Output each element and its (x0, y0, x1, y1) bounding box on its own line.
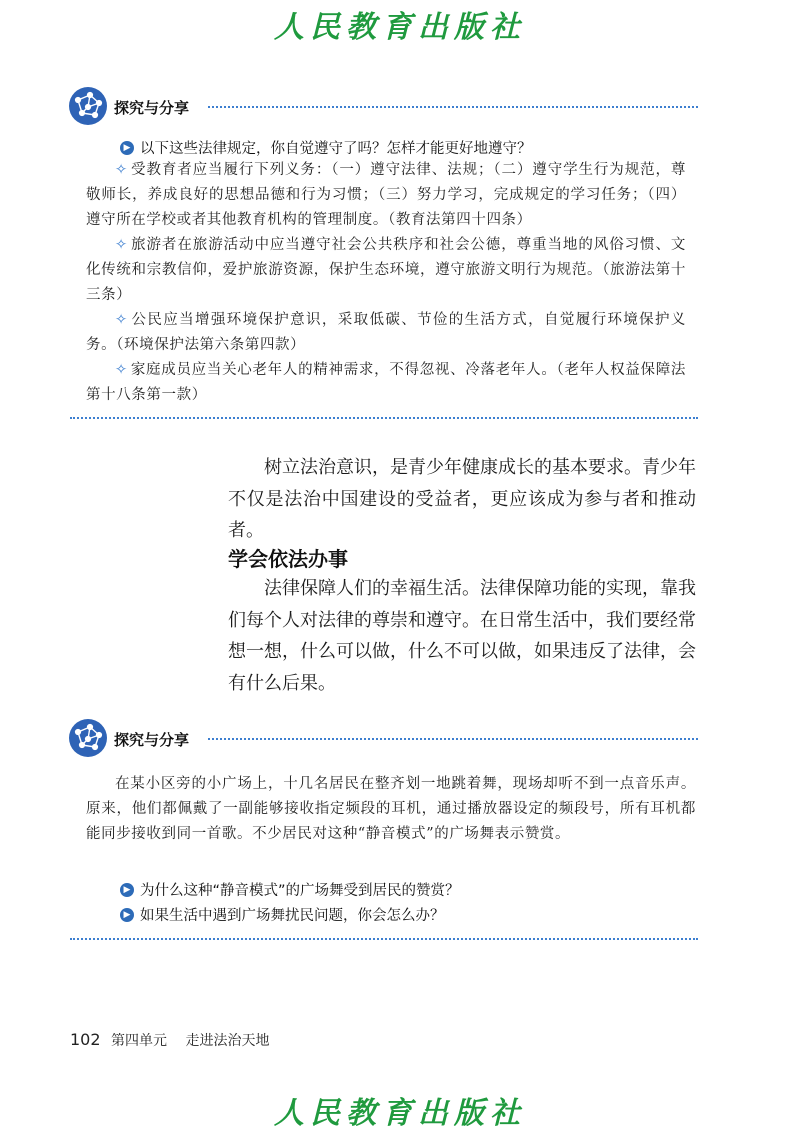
dotted-divider (208, 738, 698, 740)
publisher-logo: 人民教育出版社 (274, 1096, 526, 1131)
explore-network-icon (68, 86, 108, 126)
question-line (120, 904, 445, 925)
dotted-divider (70, 417, 698, 419)
page-number: 102 (70, 1030, 101, 1049)
explore-header (68, 718, 698, 758)
explore-header (68, 86, 698, 126)
question-line (120, 137, 532, 158)
law-item: ✧ 公民应当增强环境保护意识，采取低碳、节俭的生活方式，自觉履行环境保护义务。（环境保护法第六条第四款） (86, 312, 686, 353)
law-item: ✧ 受教育者应当履行下列义务：（一）遵守法律、法规；（二）遵守学生行为规范，尊敬师长，养成良好的思想品德和行为习惯；（三）努力学习，完成规定的学习任务；（四）遵守所在学校或者其他教育机构的管理制度。（教育法第四十四条） (86, 162, 686, 228)
unit-title: 走进法治天地 (185, 1033, 270, 1049)
dotted-divider (70, 938, 698, 940)
section-title: 学会依法办事 (228, 547, 348, 571)
law-item: ✧ 旅游者在旅游活动中应当遵守社会公共秩序和社会公德，尊重当地的风俗习惯、文化传统和宗教信仰，爱护旅游资源，保护生态环境，遵守旅游文明行为规范。（旅游法第十三条） (86, 237, 686, 303)
arrow-bullet-icon: ▶ (120, 908, 134, 922)
arrow-bullet-icon: ▶ (120, 883, 134, 897)
diamond-bullet-icon: ✧ (115, 162, 128, 178)
question-text: 以下这些法律规定，你自觉遵守了吗？怎样才能更好地遵守？ (140, 141, 532, 157)
arrow-bullet-icon: ▶ (120, 141, 134, 155)
explore-title: 探究与分享 (114, 731, 190, 749)
diamond-bullet-icon: ✧ (115, 312, 128, 328)
question-line (120, 879, 460, 900)
law-item: ✧ 家庭成员应当关心老年人的精神需求，不得忽视、冷落老年人。（老年人权益保障法第十八条第一款） (86, 362, 686, 403)
unit-label: 第四单元 (111, 1033, 167, 1049)
explore-title: 探究与分享 (114, 99, 190, 117)
explore-network-icon (68, 718, 108, 758)
body-paragraph: 法律保障人们的幸福生活。法律保障功能的实现，靠我们每个人对法律的尊崇和遵守。在日常生活中，我们要经常想一想，什么可以做，什么不可以做，如果违反了法律，会有什么后果。 (228, 578, 696, 694)
publisher-logo: 人民教育出版社 (274, 10, 526, 45)
law-quotes (86, 158, 686, 408)
story-paragraph: 在某小区旁的小广场上，十几名居民在整齐划一地跳着舞，现场却听不到一点音乐声。原来，他们都佩戴了一副能够接收指定频段的耳机，通过播放器设定的频段号，所有耳机都能同步接收到同一首歌。不少居民对这种“静音模式”的广场舞表示赞赏。 (86, 776, 696, 842)
diamond-bullet-icon: ✧ (115, 237, 128, 253)
body-paragraph: 树立法治意识，是青少年健康成长的基本要求。青少年不仅是法治中国建设的受益者，更应该成为参与者和推动者。 (228, 457, 696, 541)
dotted-divider (208, 106, 698, 108)
question-text: 为什么这种“静音模式”的广场舞受到居民的赞赏？ (140, 883, 460, 899)
question-text: 如果生活中遇到广场舞扰民问题，你会怎么办？ (140, 908, 445, 924)
page-footer (70, 1030, 269, 1050)
diamond-bullet-icon: ✧ (115, 362, 128, 378)
